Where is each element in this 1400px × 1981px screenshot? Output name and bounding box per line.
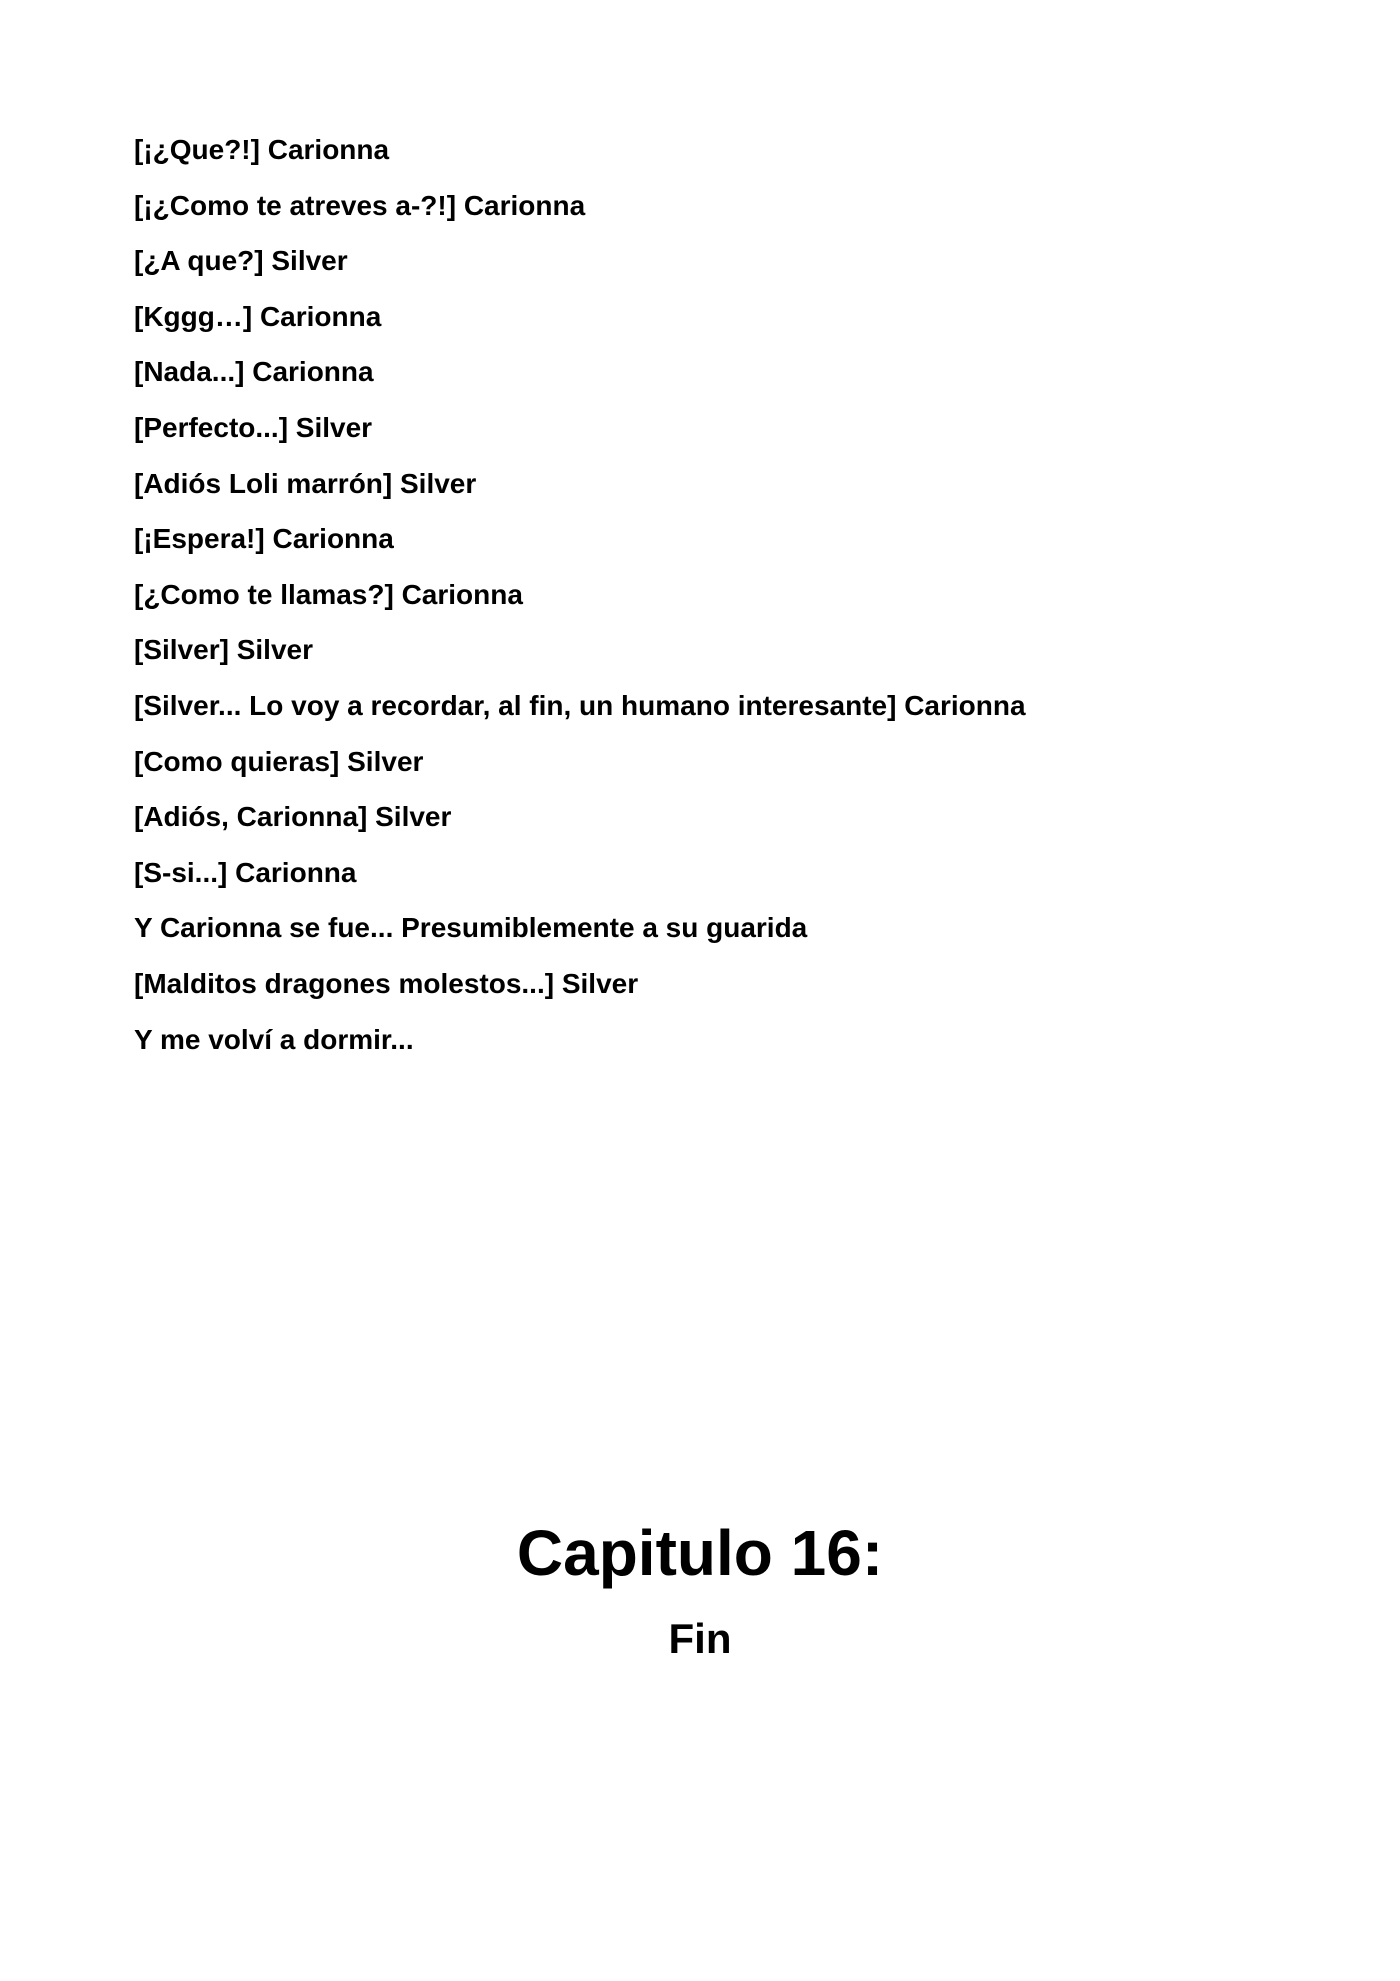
dialogue-line: [Silver... Lo voy a recordar, al fin, un humano interesante] Carionna bbox=[134, 689, 1026, 721]
dialogue-line: [¡Espera!] Carionna bbox=[134, 523, 394, 555]
chapter-end-label: Fin bbox=[668, 1615, 732, 1662]
dialogue-line: [Adiós, Carionna] Silver bbox=[134, 801, 452, 833]
narration-line: Y Carionna se fue... Presumiblemente a su guarida bbox=[134, 912, 808, 944]
chapter-heading: Capitulo 16: bbox=[516, 1517, 884, 1589]
narration-line: Y me volví a dormir... bbox=[134, 1023, 414, 1055]
dialogue-line: [Malditos dragones molestos...] Silver bbox=[134, 967, 639, 999]
dialogue-line: [¡¿Que?!] Carionna bbox=[134, 134, 390, 165]
dialogue-line: [Silver] Silver bbox=[134, 634, 313, 666]
dialogue-line: [S-si...] Carionna bbox=[134, 856, 357, 888]
dialogue-line: [¡¿Como te atreves a-?!] Carionna bbox=[134, 189, 586, 221]
dialogue-line: [¿Como te llamas?] Carionna bbox=[134, 578, 523, 610]
dialogue-lines bbox=[134, 130, 1264, 1075]
dialogue-line: [Perfecto...] Silver bbox=[134, 411, 373, 443]
dialogue-line: [Kggg…] Carionna bbox=[134, 300, 382, 332]
dialogue-line: [¿A que?] Silver bbox=[134, 245, 348, 277]
dialogue-line: [Nada...] Carionna bbox=[134, 356, 374, 388]
dialogue-line: [Como quieras] Silver bbox=[134, 745, 424, 777]
dialogue-line: [Adiós Loli marrón] Silver bbox=[134, 467, 477, 499]
